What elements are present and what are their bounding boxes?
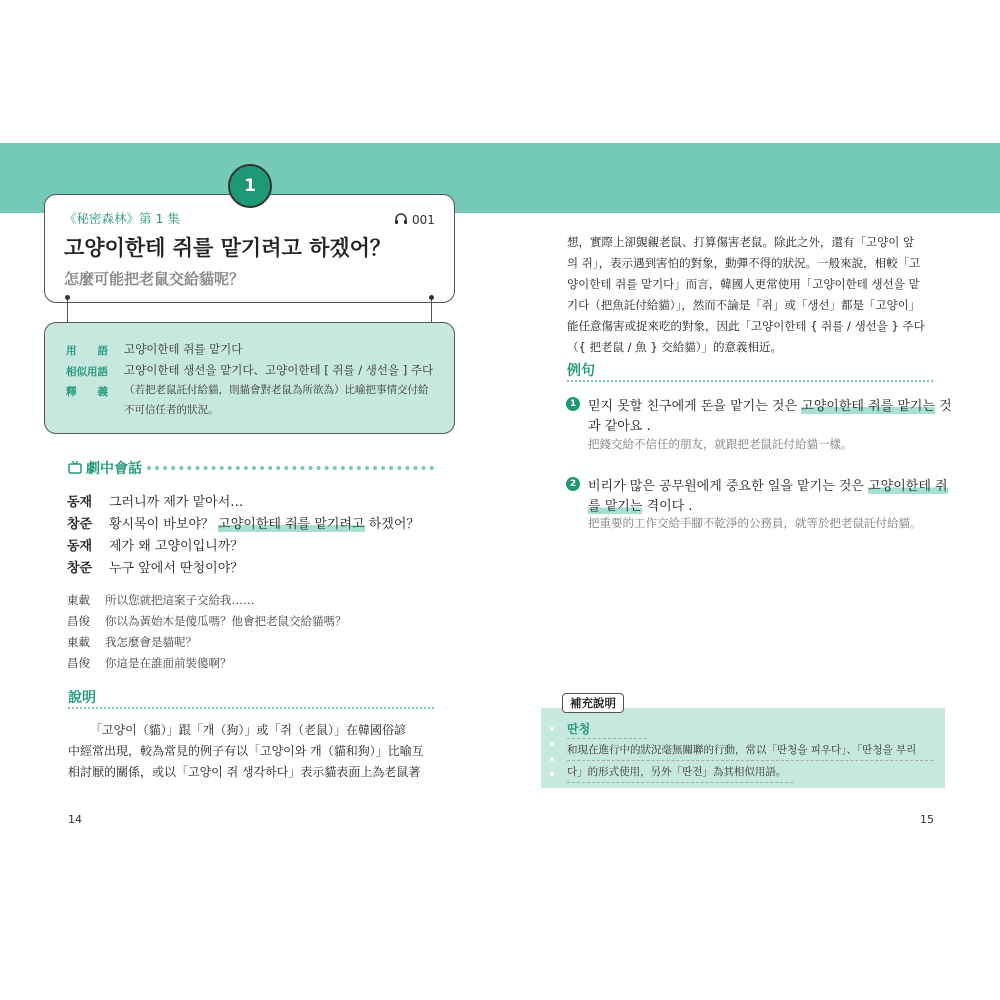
dialogue-line: 창준 누구 앞에서 딴청이야？	[67, 561, 244, 576]
dialogue-line: 동재 제가 왜 고양이입니까？	[67, 539, 244, 554]
decor-dot	[550, 727, 554, 731]
example-korean-line1: 믿지 못할 친구에게 돈을 맡기는 것은 고양이한테 쥐를 맡기는 것	[588, 399, 952, 414]
examples-divider	[567, 380, 933, 382]
explanation-left: 「고양이（貓）」跟「개（狗）」或「쥐（老鼠）」在韓國俗諺 中經常出現，較為常見的例子有以「고양이와 개（貓和狗）」比喻互 相討厭的關係，或以「고양이 쥐 생각하다」表示貓表面上為老鼠著	[68, 723, 424, 779]
explanation-right: 想，實際上卻覬覦老鼠、打算傷害老鼠。除此之外，還有「고양이 앞 의 쥐」，表示遇到害怕的對象，動彈不得的狀況。一般來說，相較「고 양이한테 쥐를 맡기다」而言，韓國人更常使用「고양이한테 생선을 맡 기다（把魚託付給貓）」，然而不論是「쥐」或「생선」都是「고양이」 能任意傷害或捉來吃的對象，因此「고양이한테 { 쥐를 / 생선을 } 주다 （{ 把老鼠 / 魚 } 交給貓）」的意義相近。	[567, 235, 925, 354]
example-number-badge: 2	[566, 477, 580, 491]
episode-label: 《秘密森林》第 1 集	[64, 211, 180, 226]
dialogue-heading-text: 劇中會話	[86, 461, 142, 477]
dialogue-heading	[68, 458, 142, 478]
decor-dot	[550, 772, 554, 776]
chinese-title: 怎麼可能把老鼠交給貓呢？	[64, 270, 245, 288]
translation-line: 昌俊 你這是在誰面前裝傻啊？	[67, 656, 232, 670]
explanation-heading: 說明	[68, 690, 96, 706]
examples-heading: 例句	[567, 363, 595, 379]
page-number-left: 14	[68, 813, 82, 826]
similar-label: 相似用語	[66, 366, 108, 378]
audio-track[interactable]	[394, 212, 435, 228]
supplement-line2: 다」的形式使用，另外「딴전」為其相似用語。	[567, 766, 787, 778]
example-number-badge: 1	[566, 397, 580, 411]
translation-line: 昌俊 你以為黃始木是傻瓜嗎？他會把老鼠交給貓嗎？	[67, 614, 347, 628]
example-korean-line1: 비리가 많은 공무원에게 중요한 일을 맡기는 것은 고양이한테 쥐	[588, 479, 948, 494]
supplement-tab: 補充說明	[562, 693, 624, 713]
entry-number-badge: 1	[228, 164, 272, 208]
supplement-term: 딴청	[567, 722, 591, 736]
example-chinese: 把重要的工作交給手腳不乾淨的公務員，就等於把老鼠託付給貓。	[588, 516, 922, 530]
decor-dot	[550, 742, 554, 746]
translation-line: 東載 我怎麼會是貓呢？	[67, 635, 197, 649]
meaning-label: 釋 義	[66, 386, 108, 398]
korean-title: 고양이한테 쥐를 맡기려고 하겠어？	[64, 236, 391, 260]
example-korean-line2: 과 같아요 .	[588, 419, 651, 434]
highlight-phrase: 고양이한테 쥐를 맡기려고	[218, 517, 365, 532]
meaning-text-line1: （若把老鼠託付給貓，則貓會對老鼠為所欲為）比喻把事情交付給	[124, 384, 429, 396]
similar-text: 고양이한테 생선을 맡기다、고양이한테 [ 쥐를 / 생선을 ] 주다	[124, 363, 434, 377]
dialogue-divider	[147, 466, 434, 470]
connector-dot	[429, 295, 434, 300]
decor-dot	[550, 757, 554, 761]
example-chinese: 把錢交給不信任的朋友，就跟把老鼠託付給貓一樣。	[588, 437, 853, 451]
tv-icon	[68, 461, 82, 478]
supplement-divider	[567, 782, 793, 783]
supplement-line1: 和現在進行中的狀況毫無關聯的行動，常以「딴청을 피우다」、「딴청을 부리	[567, 744, 917, 756]
dialogue-line: 창준 황시목이 바보야？ 고양이한테 쥐를 맡기려고 하겠어？	[67, 517, 420, 532]
page-number-right: 15	[920, 813, 934, 826]
headphones-icon	[394, 212, 408, 228]
track-number: 001	[412, 213, 435, 227]
supplement-divider	[567, 760, 933, 761]
explanation-divider	[68, 707, 434, 709]
supplement-divider	[567, 738, 647, 739]
meaning-text-line2: 不可信任者的狀況。	[124, 404, 219, 416]
dialogue-line: 동재 그러니까 제가 맡아서…	[67, 495, 244, 510]
connector-dot	[65, 295, 70, 300]
example-korean-line2: 를 맡기는 격이다 .	[588, 499, 693, 514]
term-label: 用 語	[66, 345, 108, 357]
translation-line: 東載 所以您就把這案子交給我……	[67, 593, 255, 607]
term-text: 고양이한테 쥐를 맡기다	[124, 342, 243, 356]
